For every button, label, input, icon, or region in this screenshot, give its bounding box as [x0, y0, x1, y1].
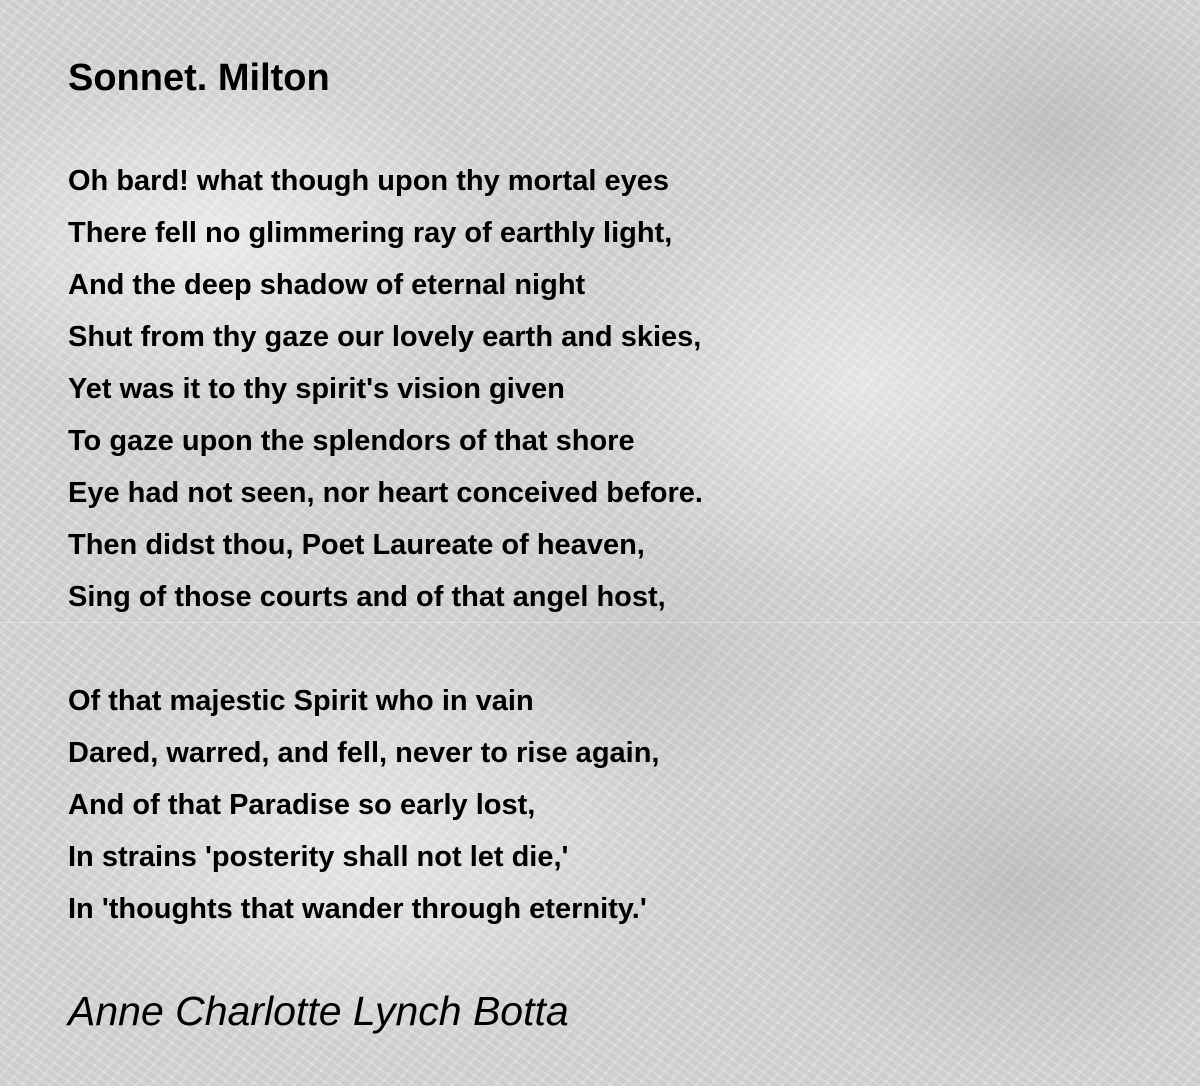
poem-line: Yet was it to thy spirit's vision given: [68, 373, 565, 405]
poem-line: Eye had not seen, nor heart conceived before.: [68, 477, 703, 509]
poem-line: In 'thoughts that wander through eternity.': [68, 893, 647, 925]
poem-line: Oh bard! what though upon thy mortal eyes: [68, 165, 669, 197]
poem-line: Sing of those courts and of that angel host,: [68, 581, 666, 613]
poem-line: Then didst thou, Poet Laureate of heaven,: [68, 529, 645, 561]
poem-line: To gaze upon the splendors of that shore: [68, 425, 635, 457]
poem-line: Dared, warred, and fell, never to rise again,: [68, 737, 660, 769]
stanza-2: [68, 675, 659, 935]
poem-line: There fell no glimmering ray of earthly light,: [68, 217, 673, 249]
stanza-1: [68, 155, 703, 623]
poem-line: And the deep shadow of eternal night: [68, 269, 586, 301]
poem-title: Sonnet. Milton: [68, 57, 330, 99]
poem-author: Anne Charlotte Lynch Botta: [68, 988, 569, 1034]
poem-line: In strains 'posterity shall not let die,': [68, 841, 569, 873]
poem-line: Of that majestic Spirit who in vain: [68, 685, 534, 717]
poem-line: Shut from thy gaze our lovely earth and skies,: [68, 321, 702, 353]
poem-line: And of that Paradise so early lost,: [68, 789, 536, 821]
